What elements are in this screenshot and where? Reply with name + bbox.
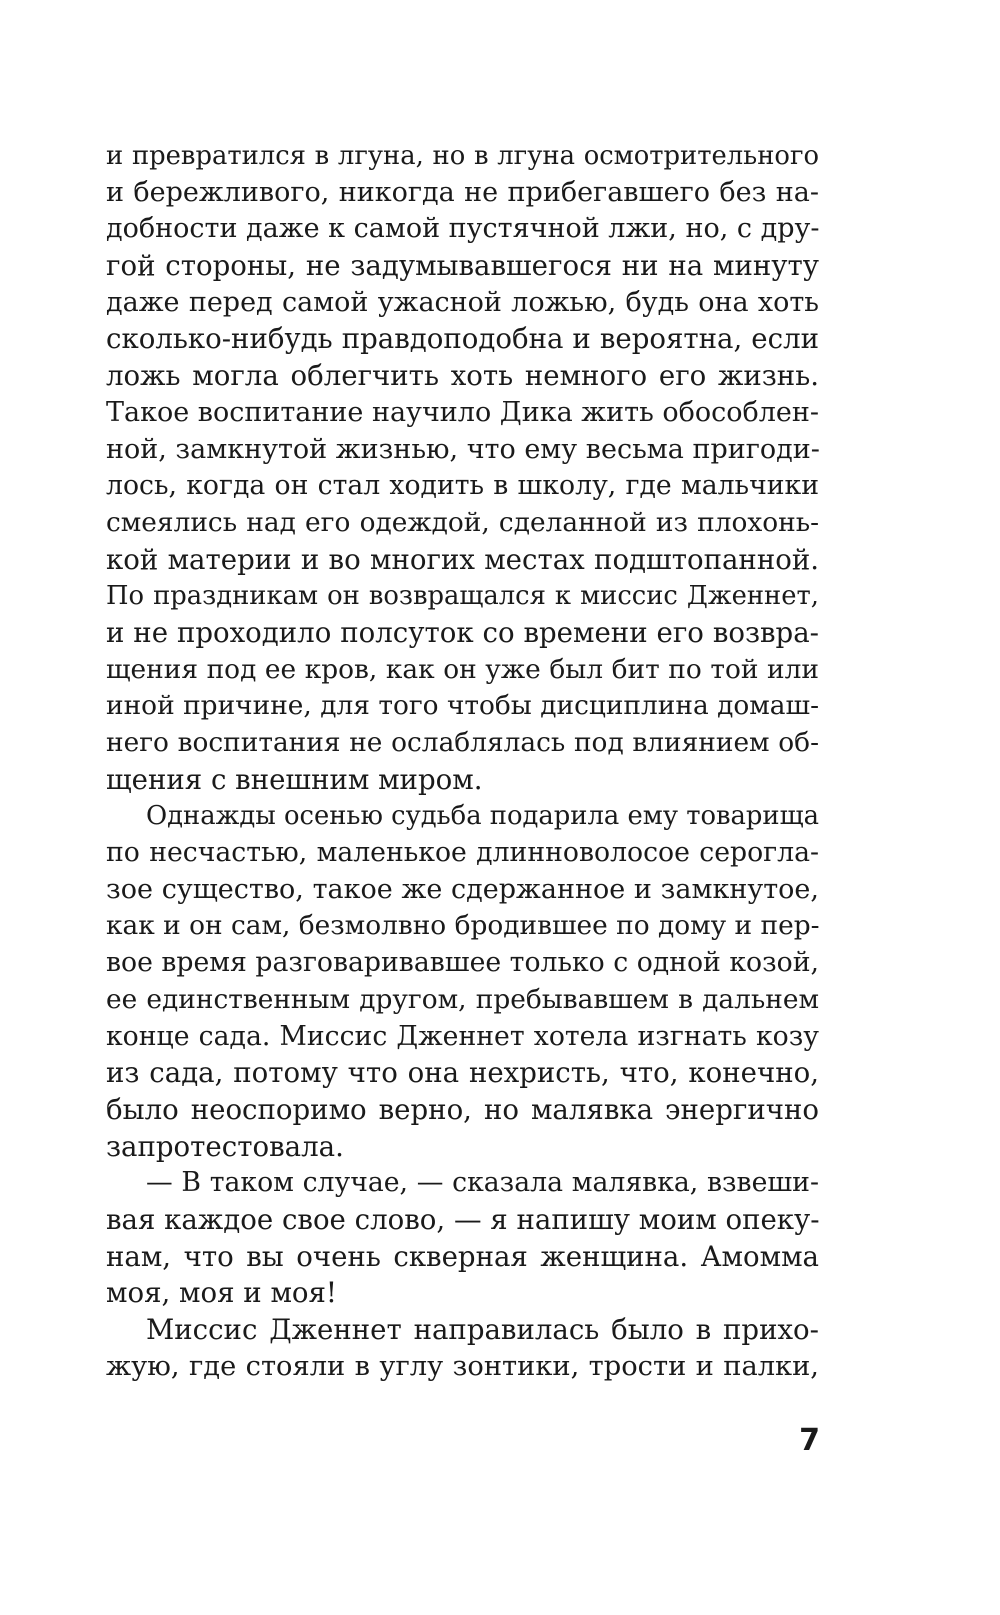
text-line: смеялись над его одеждой, сделанной из плохонь-: [106, 506, 819, 538]
text-line: жую, где стояли в углу зонтики, трости и палки,: [106, 1350, 819, 1382]
text-line: было неоспоримо верно, но малявка энергично: [106, 1092, 819, 1126]
text-line: вое время разговаривавшее только с одной козой,: [106, 947, 819, 979]
page-number: 7: [799, 1423, 820, 1458]
text-line: конце сада. Миссис Дженнет хотела изгнать козу: [106, 1020, 819, 1052]
text-line: ложь могла облегчить хоть немного его жизнь.: [106, 359, 819, 393]
text-line: ее единственным другом, пребывавшем в дальнем: [106, 983, 819, 1015]
text-line: запротестовала.: [106, 1129, 344, 1163]
text-line: даже перед самой ужасной ложью, будь она хоть: [106, 286, 819, 318]
text-line: Однажды осенью судьба подарила ему товарища: [146, 801, 819, 832]
text-line: нам, что вы очень скверная женщина. Амомма: [106, 1239, 819, 1273]
text-line: щения под ее кров, как он уже был бит по той или: [106, 653, 819, 685]
paragraph-1: [106, 138, 819, 798]
text-line: как и он сам, безмолвно бродившее по дому и пер-: [106, 910, 820, 942]
paragraph-3: [106, 1165, 819, 1312]
text-line: вая каждое свое слово, — я напишу моим опеку-: [106, 1202, 820, 1236]
text-line: ной, замкнутой жизнью, что ему весьма пригоди-: [106, 433, 820, 465]
text-line: из сада, потому что она нехристь, что, конечно,: [106, 1056, 819, 1090]
text-line: и бережливого, никогда не прибегавшего без на-: [106, 176, 819, 208]
text-line: и превратился в лгуна, но в лгуна осмотрительного: [106, 141, 819, 171]
text-line: лось, когда он стал ходить в школу, где мальчики: [106, 470, 819, 502]
paragraph-2: [106, 798, 819, 1165]
text-line: зое существо, такое же сдержанное и замкнутое,: [106, 873, 819, 905]
text-line: Такое воспитание научило Дика жить обособлен-: [106, 396, 819, 428]
body-text: [106, 138, 819, 1385]
paragraph-4: [106, 1312, 819, 1385]
text-line: Миссис Дженнет направилась было в прихо-: [146, 1313, 819, 1346]
text-line: По праздникам он возвращался к миссис Дженнет,: [106, 581, 819, 612]
text-line: кой материи и во многих местах подштопанной.: [106, 542, 819, 576]
text-line: щения с внешним миром.: [106, 762, 483, 796]
text-line: — В таком случае, — сказала малявка, взвеши-: [146, 1167, 819, 1199]
text-line: моя, моя и моя!: [106, 1276, 338, 1310]
text-line: сколько-нибудь правдоподобна и вероятна, если: [106, 322, 819, 356]
text-line: по несчастью, маленькое длинноволосое серогла-: [106, 837, 819, 869]
text-line: иной причине, для того чтобы дисциплина домаш-: [106, 690, 819, 722]
text-line: него воспитания не ослаблялась под влиянием об-: [106, 727, 819, 758]
text-line: добности даже к самой пустячной лжи, но, с дру-: [106, 213, 820, 245]
text-line: и не проходило полсуток со времени его возвра-: [106, 615, 819, 649]
text-line: гой стороны, не задумывавшегося ни на минуту: [106, 249, 819, 283]
